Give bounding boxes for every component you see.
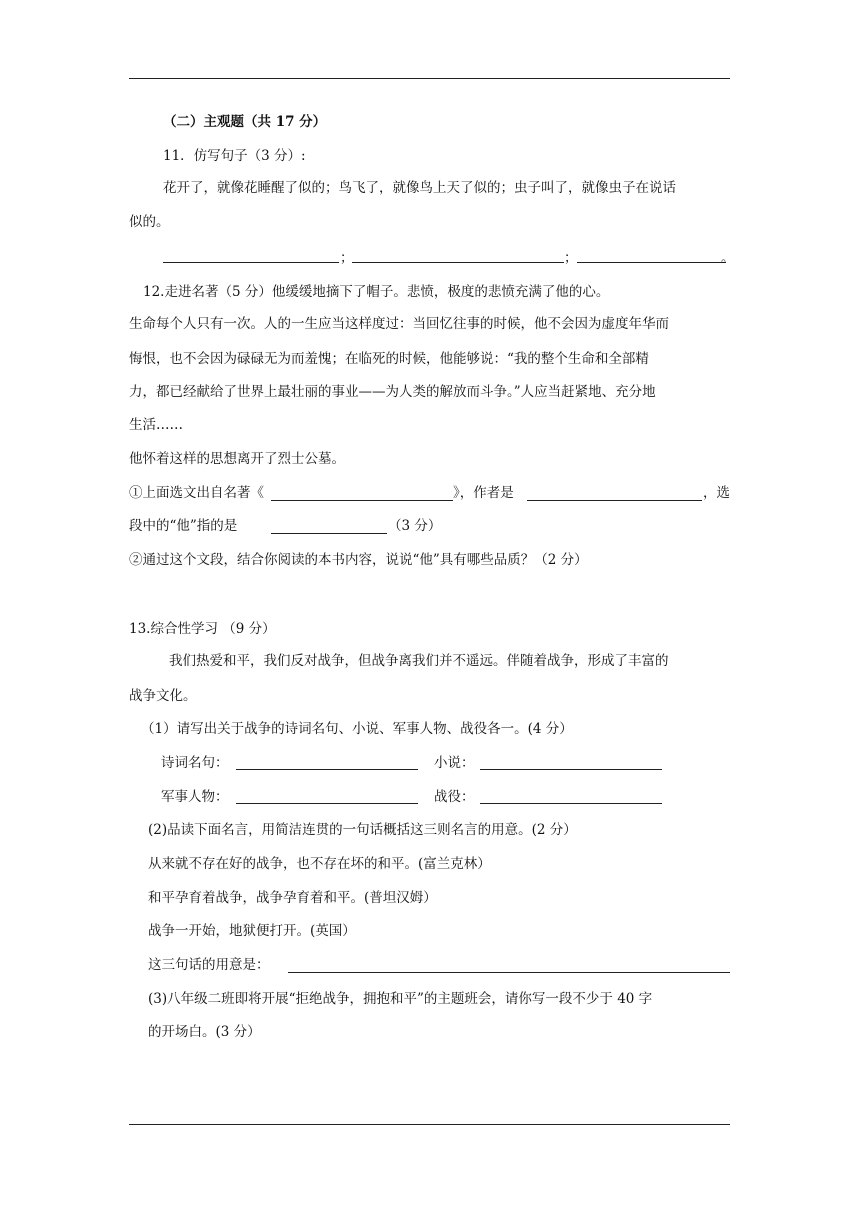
q12-passage-line4: 生活…… xyxy=(129,417,183,433)
q12-title: 12.走进名著（5 分）他缓缓地摘下了帽子。悲愤，极度的悲愤充满了他的心。 xyxy=(143,284,610,300)
q13-meaning-label: 这三句话的用意是： xyxy=(148,957,270,973)
q13-part1: （1）请写出关于战争的诗词名句、小说、军事人物、战役各一。(4 分） xyxy=(141,721,573,737)
q13-quote-3: 战争一开始，地狱便打开。(英国） xyxy=(148,923,356,939)
q13-part3-line1: (3)八年级二班即将开展“拒绝战争，拥抱和平”的主题班会，请你写一段不少于 40 字 xyxy=(148,991,653,1007)
q12-author-blank[interactable] xyxy=(527,500,702,501)
q12-he-blank[interactable] xyxy=(271,533,387,534)
q13-intro-line1: 我们热爱和平，我们反对战争，但战争离我们并不遥远。伴随着战争，形成了丰富的 xyxy=(169,653,669,669)
q13-battle-label: 战役： xyxy=(434,789,475,805)
q11-answer-blank-3[interactable] xyxy=(577,262,726,263)
q12-closing-line: 他怀着这样的思想离开了烈士公墓。 xyxy=(129,451,345,467)
q12-sub1-he-label: 段中的“他”指的是 xyxy=(129,518,238,534)
q12-sub2: ②通过这个文段，结合你阅读的本书内容，说说“他”具有哪些品质？（2 分） xyxy=(129,552,588,568)
q11-title: 11．仿写句子（3 分）: xyxy=(163,148,306,164)
q13-figure-label: 军事人物： xyxy=(161,789,229,805)
q11-end: 。 xyxy=(721,250,735,266)
q11-example-line1: 花开了，就像花睡醒了似的；鸟飞了，就像鸟上天了似的；虫子叫了，就像虫子在说话 xyxy=(163,180,676,196)
q12-passage-line3: 力，都已经献给了世界上最壮丽的事业——为人类的解放而斗争。”人应当赶紧地、充分地 xyxy=(129,384,656,400)
q12-passage-line2: 悔恨，也不会因为碌碌无为而羞愧；在临死的时候，他能够说：“我的整个生命和全部精 xyxy=(129,351,649,367)
section-heading: （二）主观题（共 17 分） xyxy=(163,114,327,130)
bottom-rule xyxy=(129,1124,730,1125)
q12-sub1-tail: ，选 xyxy=(703,485,730,501)
q12-sub1-prefix: ①上面选文出自名著《 xyxy=(129,485,264,501)
q11-sep-1: ； xyxy=(340,250,354,266)
q12-book-title-blank[interactable] xyxy=(271,500,453,501)
q13-part2: (2)品读下面名言，用简洁连贯的一句话概括这三则名言的用意。(2 分） xyxy=(148,822,577,838)
q11-answer-blank-1[interactable] xyxy=(163,262,339,263)
q13-quote-2: 和平孕育着战争，战争孕育着和平。(普坦汉姆） xyxy=(148,890,437,906)
q13-title: 13.综合性学习 （9 分） xyxy=(129,621,276,637)
q13-quote-1: 从来就不存在好的战争，也不存在坏的和平。(富兰克林） xyxy=(148,856,491,872)
top-rule xyxy=(129,78,730,79)
q13-poem-label: 诗词名句： xyxy=(161,755,229,771)
q13-intro-line2: 战争文化。 xyxy=(129,688,197,704)
q13-part3-line2: 的开场白。(3 分） xyxy=(148,1024,261,1040)
q11-example-line2: 似的。 xyxy=(129,214,170,230)
q13-battle-blank[interactable] xyxy=(480,803,662,804)
q12-sub1-score: （3 分） xyxy=(388,518,442,534)
q11-answer-blank-2[interactable] xyxy=(352,262,564,263)
q11-sep-2: ； xyxy=(564,250,578,266)
q13-meaning-blank[interactable] xyxy=(288,972,730,973)
q13-novel-label: 小说： xyxy=(434,755,475,771)
q13-figure-blank[interactable] xyxy=(236,803,418,804)
q13-novel-blank[interactable] xyxy=(480,769,662,770)
q13-poem-blank[interactable] xyxy=(236,769,418,770)
q12-sub1-author-label: 》，作者是 xyxy=(453,485,514,501)
q12-passage-line1: 生命每个人只有一次。人的一生应当这样度过：当回忆往事的时候，他不会因为虚度年华而 xyxy=(129,316,669,332)
